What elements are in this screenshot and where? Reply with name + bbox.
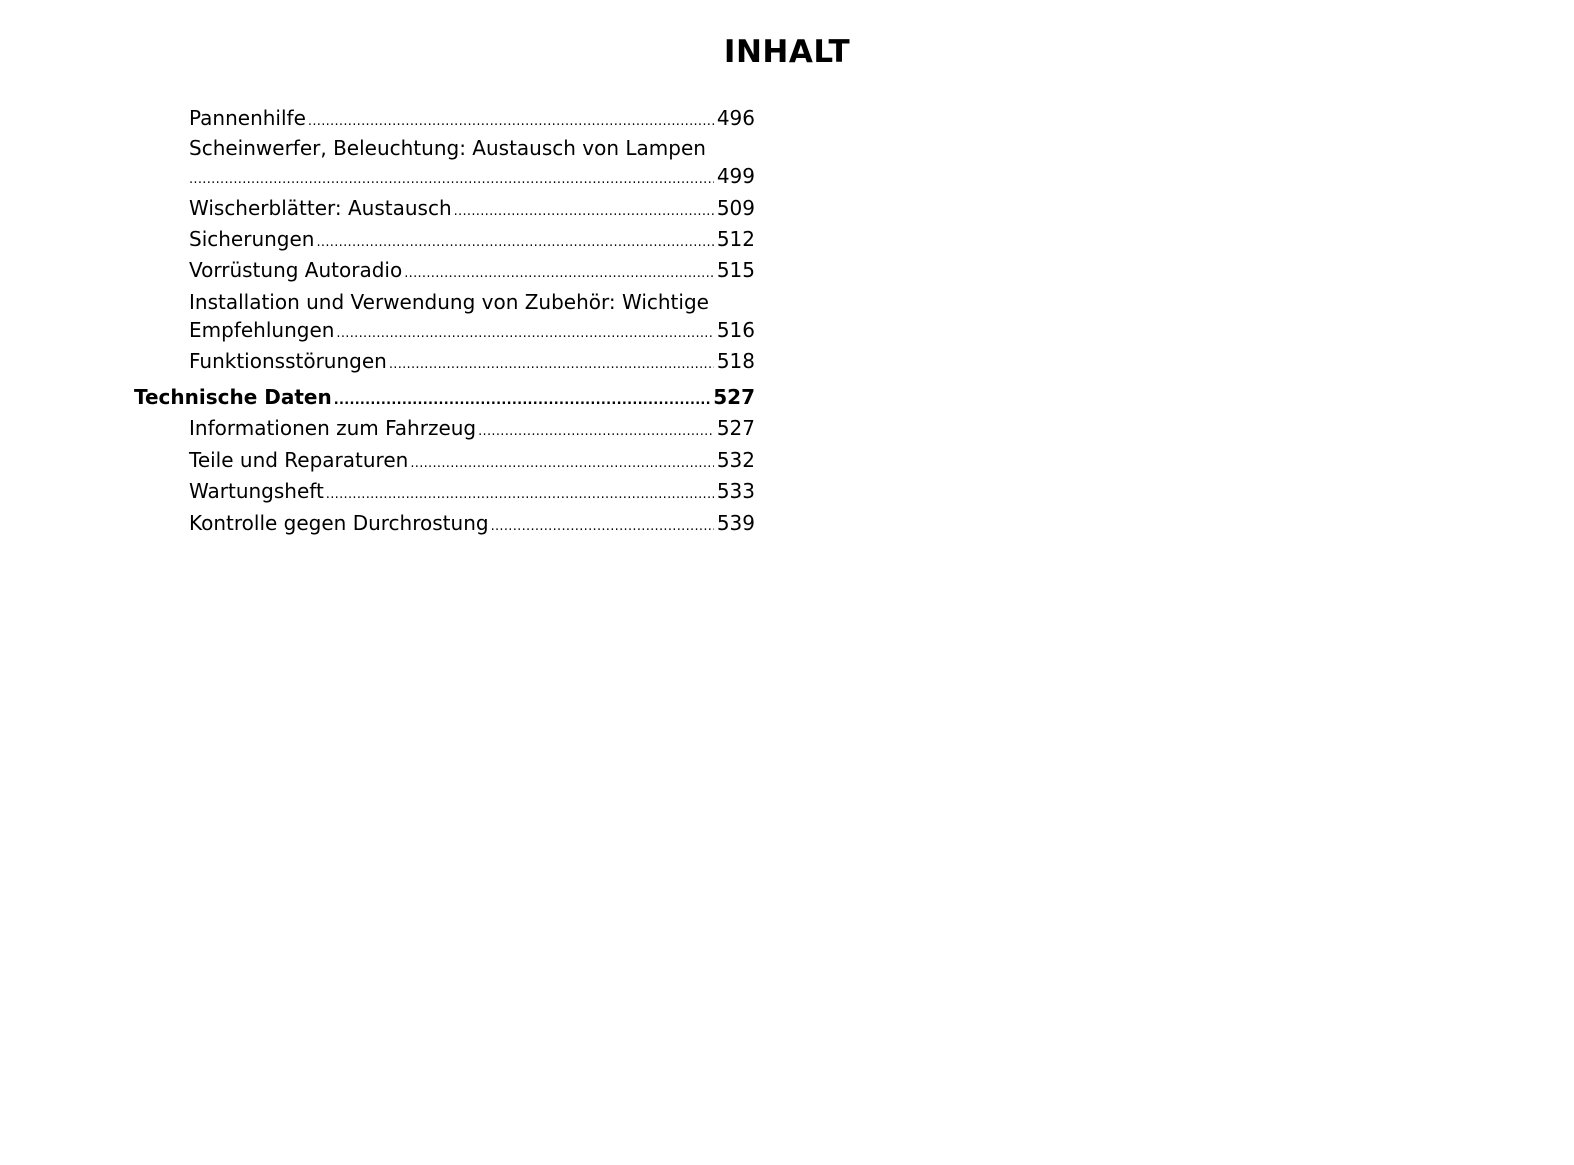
toc-section-label: Technische Daten bbox=[134, 385, 332, 409]
toc-entry-page: 496 bbox=[716, 106, 755, 130]
toc-entry-page: 533 bbox=[716, 479, 755, 503]
toc-entry-page: 499 bbox=[716, 164, 755, 188]
toc-entry-page: 532 bbox=[716, 448, 755, 472]
toc-entry-label: Vorrüstung Autoradio bbox=[189, 258, 403, 282]
toc-entry-label: Sicherungen bbox=[189, 227, 315, 251]
toc-leader-dots bbox=[454, 198, 714, 226]
toc-entry-page: 509 bbox=[716, 196, 755, 220]
toc-entry-funktionsstoerungen[interactable] bbox=[189, 347, 755, 379]
toc-entry-label: Informationen zum Fahrzeug bbox=[189, 416, 477, 440]
toc-entry-vorruestung-autoradio[interactable] bbox=[189, 256, 755, 288]
toc-entry-kontrolle-durchrostung[interactable] bbox=[189, 509, 755, 541]
toc-entry-page: 527 bbox=[716, 416, 755, 440]
toc-leader-dots bbox=[334, 387, 711, 415]
toc-entry-label: Teile und Reparaturen bbox=[189, 448, 409, 472]
toc-entry-label: Kontrolle gegen Durchrostung bbox=[189, 511, 489, 535]
toc-entry-label: Pannenhilfe bbox=[189, 106, 306, 130]
toc-section-technische-daten[interactable] bbox=[134, 383, 755, 415]
toc-entry-page: 512 bbox=[716, 227, 755, 251]
toc-entry-installation-zubehoer[interactable] bbox=[189, 288, 755, 348]
toc-leader-dots bbox=[389, 351, 714, 379]
toc-entry-page: 516 bbox=[716, 318, 755, 342]
toc-leader-dots bbox=[326, 481, 714, 509]
toc-leader-dots bbox=[404, 260, 714, 288]
toc-leader-dots bbox=[308, 108, 714, 136]
toc-entry-label-line1: Scheinwerfer, Beleuchtung: Austausch von Lampen bbox=[189, 136, 706, 160]
toc-entry-label: Funktionsstörungen bbox=[189, 349, 387, 373]
toc-entry-teile-reparaturen[interactable] bbox=[189, 446, 755, 478]
toc-leader-dots bbox=[316, 229, 713, 257]
toc-entry-sicherungen[interactable] bbox=[189, 225, 755, 257]
toc-entry-label: Wartungsheft bbox=[189, 479, 324, 503]
page-title: INHALT bbox=[723, 34, 851, 70]
toc-leader-dots bbox=[410, 450, 713, 478]
toc-entry-page: 518 bbox=[716, 349, 755, 373]
toc-leader-dots bbox=[478, 418, 714, 446]
toc-entry-label-line1: Installation und Verwendung von Zubehör: Wichtige bbox=[189, 290, 709, 314]
toc-entry-label: Wischerblätter: Austausch bbox=[189, 196, 452, 220]
toc-leader-dots bbox=[189, 166, 714, 194]
toc-entry-page: 539 bbox=[716, 511, 755, 535]
toc-section-page: 527 bbox=[713, 385, 755, 409]
toc-entry-wartungsheft[interactable] bbox=[189, 477, 755, 509]
toc-leader-dots bbox=[491, 513, 714, 541]
toc-entry-informationen-fahrzeug[interactable] bbox=[189, 414, 755, 446]
toc-entry-wischerblaetter[interactable] bbox=[189, 194, 755, 226]
toc-entry-scheinwerfer[interactable] bbox=[189, 134, 755, 194]
toc-leader-dots bbox=[336, 320, 713, 348]
toc-entry-page: 515 bbox=[716, 258, 755, 282]
toc-entry-label: Empfehlungen bbox=[189, 318, 335, 342]
toc-entry-pannenhilfe[interactable] bbox=[189, 104, 755, 136]
